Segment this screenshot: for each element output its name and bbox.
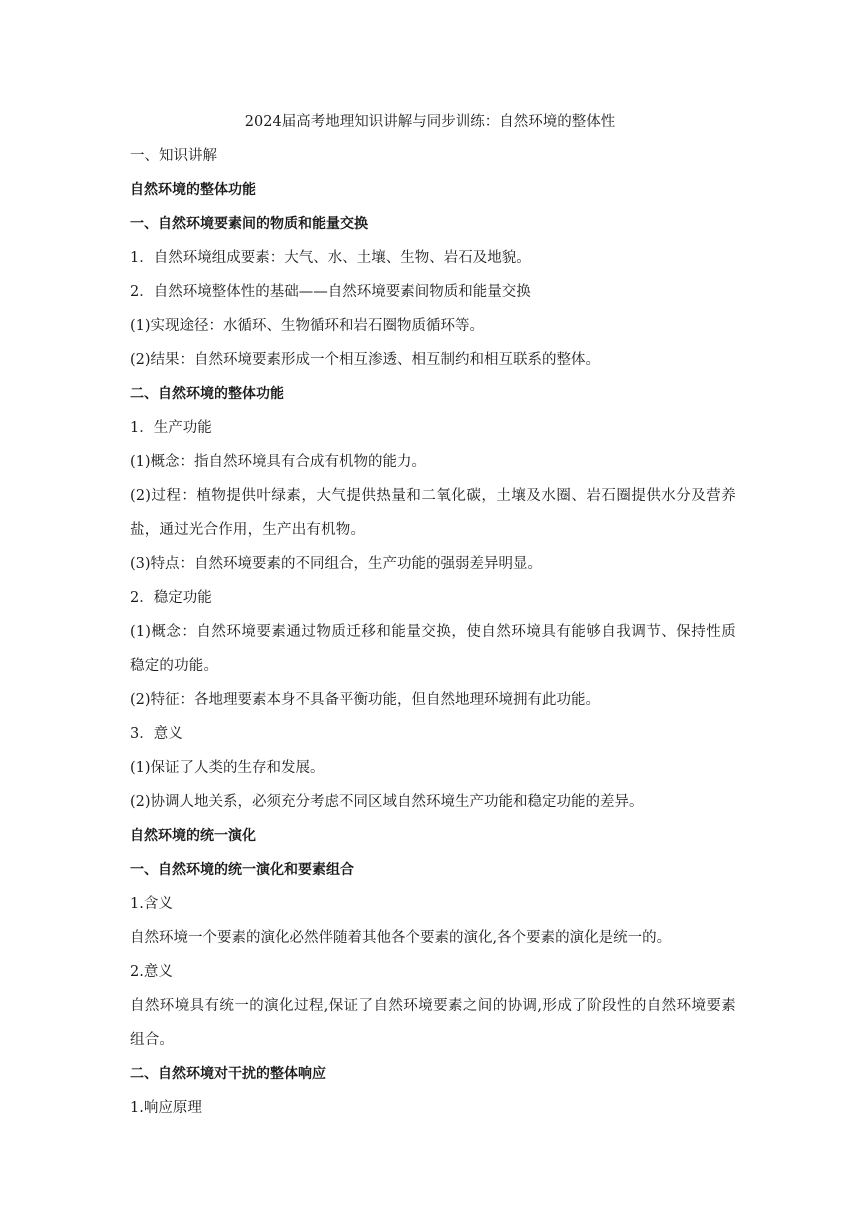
paragraph: 2．自然环境整体性的基础——自然环境要素间物质和能量交换 [130, 284, 531, 300]
paragraph: 2．稳定功能 [130, 590, 212, 606]
subsection-heading: 一、自然环境的统一演化和要素组合 [130, 862, 354, 878]
subsection-heading: 二、自然环境对干扰的整体响应 [130, 1066, 326, 1082]
paragraph: (2)结果：自然环境要素形成一个相互渗透、相互制约和相互联系的整体。 [130, 352, 601, 368]
paragraph: 1.响应原理 [130, 1100, 202, 1116]
paragraph: (1)保证了人类的生存和发展。 [130, 760, 325, 776]
paragraph-multiline: (2)过程：植物提供叶绿素，大气提供热量和二氧化碳，土壤及水圈、岩石圈提供水分及营养盐，通过光合作用，生产出有机物。 [130, 488, 736, 538]
topic-heading: 自然环境的整体功能 [130, 182, 256, 198]
document-title: 2024届高考地理知识讲解与同步训练：自然环境的整体性 [244, 114, 616, 130]
paragraph: (1)实现途径：水循环、生物循环和岩石圈物质循环等。 [130, 318, 485, 334]
paragraph: 1．生产功能 [130, 420, 212, 436]
section-heading: 一、知识讲解 [130, 148, 217, 164]
paragraph: 2.意义 [130, 964, 173, 980]
subsection-heading: 二、自然环境的整体功能 [130, 386, 284, 402]
paragraph: 1.含义 [130, 896, 173, 912]
paragraph: 自然环境一个要素的演化必然伴随着其他各个要素的演化,各个要素的演化是统一的。 [130, 930, 672, 946]
paragraph: 3．意义 [130, 726, 183, 742]
paragraph-multiline: (1)概念：自然环境要素通过物质迁移和能量交换，使自然环境具有能够自我调节、保持性质稳定的功能。 [130, 624, 736, 674]
paragraph: 1．自然环境组成要素：大气、水、土壤、生物、岩石及地貌。 [130, 250, 531, 266]
paragraph-multiline: 自然环境具有统一的演化过程,保证了自然环境要素之间的协调,形成了阶段性的自然环境要素组合。 [130, 998, 736, 1048]
paragraph: (3)特点：自然环境要素的不同组合，生产功能的强弱差异明显。 [130, 556, 543, 572]
document-body [130, 146, 736, 1132]
paragraph: (2)特征：各地理要素本身不具备平衡功能，但自然地理环境拥有此功能。 [130, 692, 601, 708]
paragraph: (1)概念：指自然环境具有合成有机物的能力。 [130, 454, 427, 470]
topic-heading: 自然环境的统一演化 [130, 828, 256, 844]
paragraph: (2)协调人地关系，必须充分考虑不同区域自然环境生产功能和稳定功能的差异。 [130, 794, 644, 810]
subsection-heading: 一、自然环境要素间的物质和能量交换 [130, 216, 368, 232]
